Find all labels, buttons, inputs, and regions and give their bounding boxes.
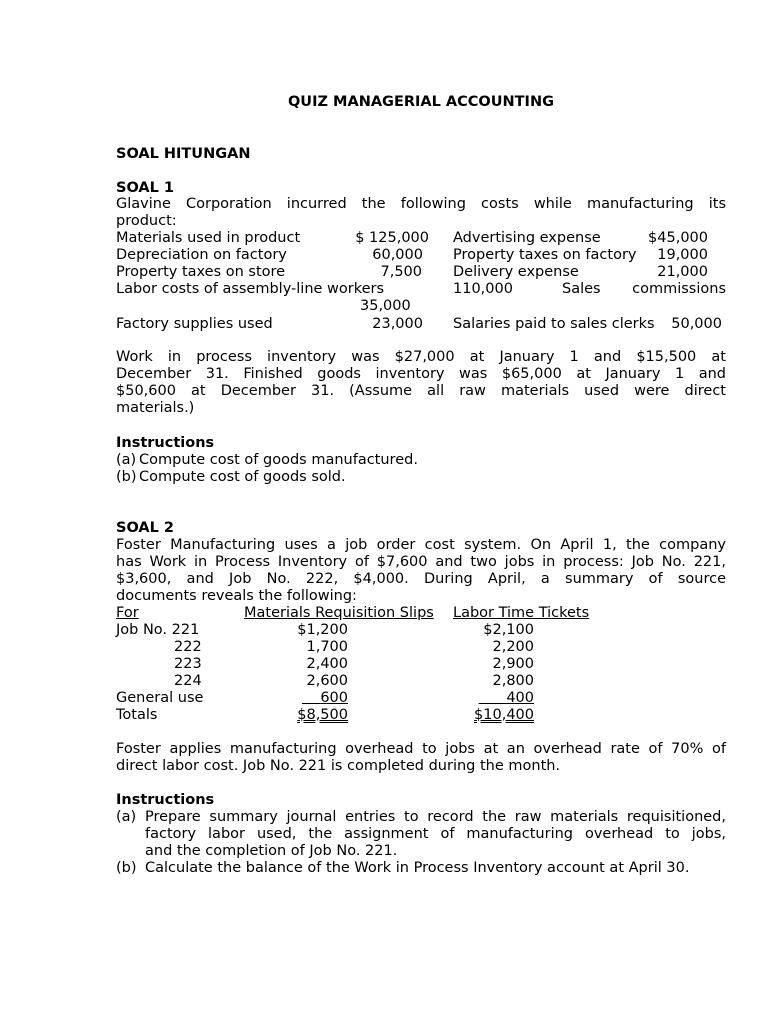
cost-label-2: Property taxes on factory xyxy=(453,247,637,263)
soal1-intro xyxy=(116,196,726,213)
paragraph-line: materials.) xyxy=(116,400,195,416)
cost-value-2: 19,000 xyxy=(657,247,708,263)
instruction-marker: (b) xyxy=(116,469,137,485)
row-label: 222 xyxy=(174,639,202,655)
soal1-heading: SOAL 1 xyxy=(116,180,174,196)
table-header-for: For xyxy=(116,605,139,621)
labor-value: 110,000 xyxy=(453,281,513,297)
instruction-line: factory labor used, the assignment of manufacturing overhead to jobs, xyxy=(145,826,726,842)
row-label: General use xyxy=(116,690,204,706)
row-materials: 2,400 xyxy=(306,656,348,672)
row-labor: $2,100 xyxy=(483,622,534,638)
instruction-text: Calculate the balance of the Work in Process Inventory account at April 30. xyxy=(145,860,690,876)
soal1-intro-line2: product: xyxy=(116,213,177,229)
overhead-line: direct labor cost. Job No. 221 is completed during the month. xyxy=(116,758,561,774)
paragraph-line: December 31. Finished goods inventory was $65,000 at January 1 and xyxy=(116,366,726,382)
labor-label: Labor costs of assembly-line workers xyxy=(116,281,385,297)
instruction-marker: (a) xyxy=(116,452,137,468)
instruction-marker: (a) xyxy=(116,809,137,825)
soal1-instructions-heading: Instructions xyxy=(116,435,215,451)
instruction-text xyxy=(145,809,726,860)
totals-labor: $10,400 xyxy=(474,707,534,723)
instruction-text: Compute cost of goods sold. xyxy=(139,469,346,485)
cost-label: Materials used in product xyxy=(116,230,301,246)
section-title: SOAL HITUNGAN xyxy=(116,146,251,162)
supplies-value: 23,000 xyxy=(372,316,423,332)
cost-label: Depreciation on factory xyxy=(116,247,287,263)
row-labor: 2,200 xyxy=(492,639,534,655)
row-labor xyxy=(470,690,534,707)
table-header-materials: Materials Requisition Slips xyxy=(244,605,434,621)
instruction-text: Compute cost of goods manufactured. xyxy=(139,452,418,468)
supplies-label: Factory supplies used xyxy=(116,316,273,332)
sales-value: 35,000 xyxy=(360,298,411,314)
cost-value: 7,500 xyxy=(380,264,422,280)
soal2-heading: SOAL 2 xyxy=(116,520,174,536)
row-materials: 2,600 xyxy=(306,673,348,689)
row-label: 224 xyxy=(174,673,202,689)
soal2-overhead xyxy=(116,741,726,775)
page-title: QUIZ MANAGERIAL ACCOUNTING xyxy=(287,94,554,110)
overhead-line: Foster applies manufacturing overhead to jobs at an overhead rate of 70% of xyxy=(116,741,726,757)
intro-line: Foster Manufacturing uses a job order cost system. On April 1, the company xyxy=(116,537,726,553)
cost-value-2: $45,000 xyxy=(648,230,708,246)
row-label: Job No. 221 xyxy=(116,622,200,638)
table-header-labor: Labor Time Tickets xyxy=(453,605,590,621)
cost-label: Property taxes on store xyxy=(116,264,286,280)
soal1-intro-line1: Glavine Corporation incurred the following costs while manufacturing its xyxy=(116,196,726,212)
row-label: 223 xyxy=(174,656,202,672)
cost-value-2: 21,000 xyxy=(657,264,708,280)
row-materials: 1,700 xyxy=(306,639,348,655)
instruction-line: Prepare summary journal entries to record the raw materials requisitioned, xyxy=(145,809,726,825)
paragraph-line: Work in process inventory was $27,000 at January 1 and $15,500 at xyxy=(116,349,726,365)
intro-line: has Work in Process Inventory of $7,600 and two jobs in process: Job No. 221, xyxy=(116,554,726,570)
cost-value: 60,000 xyxy=(372,247,423,263)
row-materials xyxy=(292,690,348,707)
salaries-label: Salaries paid to sales clerks xyxy=(453,316,655,332)
soal1-paragraph xyxy=(116,349,726,417)
row-materials: $1,200 xyxy=(297,622,348,638)
instruction-line: and the completion of Job No. 221. xyxy=(145,843,398,859)
cost-label-2: Delivery expense xyxy=(453,264,579,280)
totals-materials: $8,500 xyxy=(297,707,348,723)
intro-line: $3,600, and Job No. 222, $4,000. During April, a summary of source xyxy=(116,571,726,587)
row-labor-value: 400 xyxy=(506,690,534,706)
paragraph-line: $50,600 at December 31. (Assume all raw materials used were direct xyxy=(116,383,726,399)
row-labor: 2,800 xyxy=(492,673,534,689)
row-labor: 2,900 xyxy=(492,656,534,672)
sales-label-word2: commissions xyxy=(632,281,726,297)
totals-label: Totals xyxy=(116,707,158,723)
salaries-value: 50,000 xyxy=(671,316,722,332)
soal2-instructions-heading: Instructions xyxy=(116,792,215,808)
intro-line: documents reveals the following: xyxy=(116,588,357,604)
sales-label-word1: Sales xyxy=(562,281,601,297)
cost-value: $ 125,000 xyxy=(355,230,429,246)
instruction-marker: (b) xyxy=(116,860,137,876)
soal2-intro xyxy=(116,537,726,605)
row-materials-value: 600 xyxy=(320,690,348,706)
cost-label-2: Advertising expense xyxy=(453,230,601,246)
